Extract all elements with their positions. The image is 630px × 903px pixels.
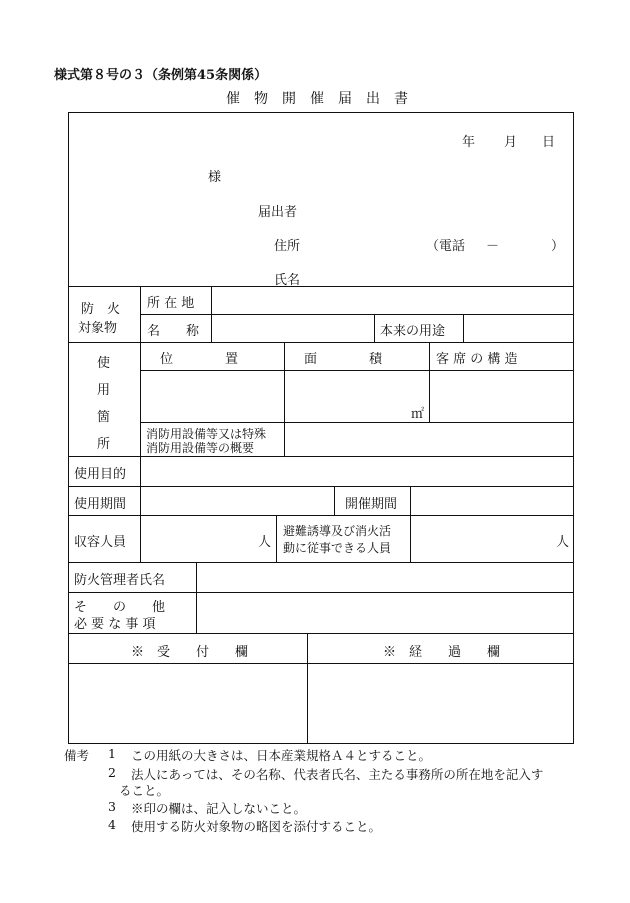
capacity-label: 収容人員 [74,535,127,550]
month-label: 月 [504,135,518,150]
period-label: 使用期間 [74,497,127,512]
rule [68,633,574,634]
rule [374,314,375,342]
event-period-label: 開催期間 [345,497,398,512]
area-unit: ㎡ [411,407,425,422]
phone-close: ） [551,239,565,254]
object-name-label: 名 称 [147,324,200,339]
rule [140,370,574,371]
fire-object-label-1: 防 火 [81,302,121,317]
rule [68,592,574,593]
rule [334,486,335,515]
progress-header: ※ 経 過 欄 [383,645,501,660]
rule [140,314,574,315]
rule [68,342,574,343]
original-use-label: 本来の用途 [380,324,446,339]
note-num: 2 [108,765,116,780]
equipment-line-1: 消防用設備等又は特殊 [146,427,267,441]
rule [140,456,141,562]
phone-open: （電話 [426,239,466,254]
equipment-line-2: 消防用設備等の概要 [146,441,255,455]
form-title: 催 物 開 催 届 出 書 [226,91,408,107]
year-label: 年 [462,135,476,150]
fire-object-label-2: 対象物 [78,321,118,336]
rule [196,562,197,633]
notes-label: 備考 [64,748,90,763]
rule [140,286,141,456]
use-place-char-1: 使 [97,356,111,371]
phone-dash: － [486,239,500,254]
rule [68,663,574,664]
evac-line-2: 動に従事できる人員 [283,541,392,555]
note-text: 法人にあっては、その名称、代表者氏名、主たる事務所の所在地を記入す [131,767,544,782]
location-label: 所 在 地 [147,296,195,311]
fire-manager-label: 防火管理者氏名 [74,573,166,588]
position-header: 位 置 [160,352,239,367]
capacity-unit: 人 [258,535,272,550]
rule [211,286,212,342]
note-num: 3 [108,799,116,814]
area-header: 面 積 [304,352,383,367]
notifier-label: 届出者 [258,205,298,220]
form-number: 様式第８号の３（条例第45条関係） [54,68,268,83]
seating-structure-header: 客 席 の 構 造 [436,352,518,367]
rule [429,342,430,422]
reception-header: ※ 受 付 欄 [131,645,249,660]
evac-unit: 人 [556,535,570,550]
rule [68,562,574,563]
rule [284,342,285,456]
rule [410,486,411,562]
addressee-suffix: 様 [208,170,222,185]
day-label: 日 [542,135,556,150]
note-continuation: ること。 [119,783,170,798]
note-text: 使用する防火対象物の略図を添付すること。 [131,819,382,834]
rule [68,286,574,287]
purpose-label: 使用目的 [74,467,127,482]
name-label: 氏名 [274,273,301,288]
rule [140,422,574,423]
note-num: 1 [108,746,116,761]
other-line-2: 必 要 な 事 項 [74,617,156,632]
note-num: 4 [108,817,116,832]
use-place-char-3: 箇 [97,410,111,425]
evac-line-1: 避難誘導及び消火活 [283,524,392,538]
rule [68,486,574,487]
rule [307,633,308,744]
rule [68,456,574,457]
rule [463,314,464,342]
use-place-char-2: 用 [97,383,111,398]
note-text: ※印の欄は、記入しないこと。 [131,801,307,816]
use-place-char-4: 所 [97,437,111,452]
address-label: 住所 [274,239,301,254]
rule [68,515,574,516]
other-line-1: そ の 他 [74,600,166,615]
rule [276,515,277,562]
note-text: この用紙の大きさは、日本産業規格Ａ４とすること。 [131,748,432,763]
